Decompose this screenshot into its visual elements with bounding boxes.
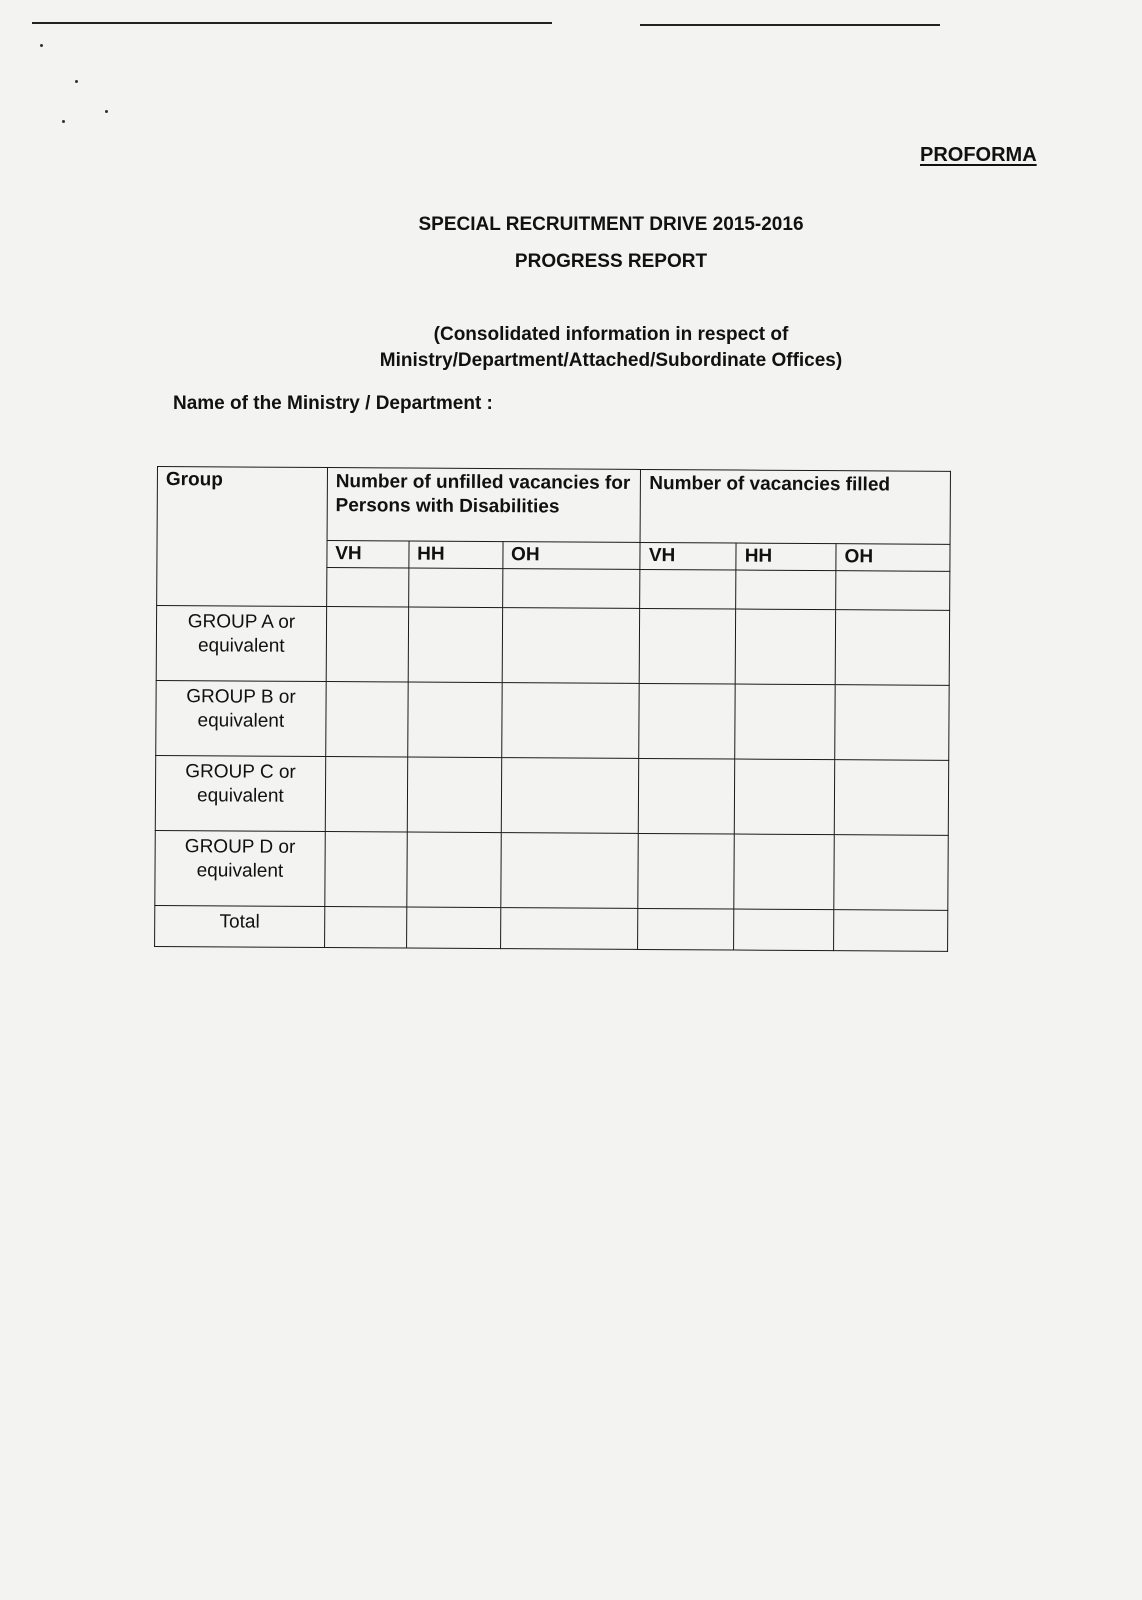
table-cell — [638, 833, 734, 909]
consolidated-note-line2: Ministry/Department/Attached/Subordinate Offices) — [379, 350, 843, 371]
table-cell — [836, 571, 950, 611]
table-cell — [502, 569, 640, 609]
consolidated-note-line1: (Consolidated information in respect of — [433, 324, 789, 345]
proforma-label: PROFORMA — [920, 144, 1037, 166]
table-cell — [406, 907, 500, 949]
row-label-line2: equivalent — [197, 785, 284, 807]
row-label-group-b — [156, 680, 326, 756]
table-cell — [408, 607, 502, 683]
table-cell — [735, 684, 835, 760]
table-cell — [638, 908, 734, 950]
row-label-line2: equivalent — [197, 635, 285, 657]
table-cell — [834, 760, 948, 836]
table-cell — [501, 758, 639, 834]
table-cell — [735, 609, 835, 685]
row-label-line2: equivalent — [196, 860, 284, 882]
scan-top-line-left — [32, 22, 552, 24]
table-cell — [408, 568, 502, 608]
table-cell — [500, 833, 638, 909]
table-row-group-d — [155, 830, 948, 910]
filled-vacancies-header: Number of vacancies filled — [640, 469, 950, 544]
subheader-unfilled-oh: OH — [502, 542, 640, 570]
table-cell — [736, 570, 836, 610]
table-cell — [639, 758, 735, 834]
table-row-group-b — [156, 680, 949, 760]
table-cell — [835, 610, 949, 686]
row-label-line1: GROUP B or — [186, 686, 296, 708]
table-row-group-c — [155, 755, 948, 835]
table-cell — [407, 757, 501, 833]
table-cell — [501, 683, 639, 759]
table-cell — [640, 608, 736, 684]
table-cell — [500, 908, 638, 950]
scan-speck — [40, 44, 43, 47]
row-label-group-d — [155, 830, 325, 906]
row-label-line1: GROUP A or — [187, 611, 296, 633]
ministry-name-label: Name of the Ministry / Department : — [173, 393, 493, 414]
row-label-line1: GROUP D or — [184, 836, 296, 858]
table-row-group-a — [156, 606, 949, 686]
table-cell — [326, 607, 408, 682]
table-cell — [834, 910, 948, 952]
progress-report-table-wrapper — [154, 466, 951, 952]
table-cell — [640, 569, 736, 609]
scan-speck — [62, 120, 65, 123]
table-cell — [734, 909, 834, 951]
table-cell — [326, 682, 408, 757]
table-cell — [326, 568, 408, 607]
scan-speck — [105, 110, 108, 113]
row-label-line2: equivalent — [197, 710, 285, 732]
table-cell — [325, 832, 407, 907]
subheader-unfilled-vh: VH — [327, 541, 409, 568]
table-header-row — [157, 467, 950, 545]
row-label-group-a — [156, 606, 326, 682]
subheader-filled-hh: HH — [736, 543, 836, 571]
row-label-group-c — [155, 755, 325, 831]
table-cell — [835, 685, 949, 761]
table-cell — [407, 682, 501, 758]
row-label-line1: GROUP C or — [185, 761, 296, 783]
progress-report-table — [154, 466, 951, 952]
total-label: Total — [155, 905, 325, 947]
unfilled-vacancies-header: Number of unfilled vacancies for Persons with Disabilities — [327, 468, 641, 543]
table-cell — [834, 835, 948, 911]
subheader-filled-vh: VH — [640, 542, 736, 570]
table-cell — [734, 834, 834, 910]
scan-top-line-right — [640, 24, 940, 26]
table-cell — [502, 608, 640, 684]
table-cell — [325, 757, 407, 832]
table-cell — [324, 907, 406, 948]
document-subtitle-report: PROGRESS REPORT — [514, 251, 708, 272]
document-title: SPECIAL RECRUITMENT DRIVE 2015-2016 — [418, 214, 804, 235]
table-cell — [735, 759, 835, 835]
subheader-unfilled-hh: HH — [409, 541, 503, 569]
scan-speck — [75, 80, 78, 83]
table-row-total — [155, 905, 948, 951]
table-cell — [639, 683, 735, 759]
group-column-header: Group — [157, 467, 328, 607]
subheader-filled-oh: OH — [836, 544, 950, 572]
table-cell — [407, 832, 501, 908]
